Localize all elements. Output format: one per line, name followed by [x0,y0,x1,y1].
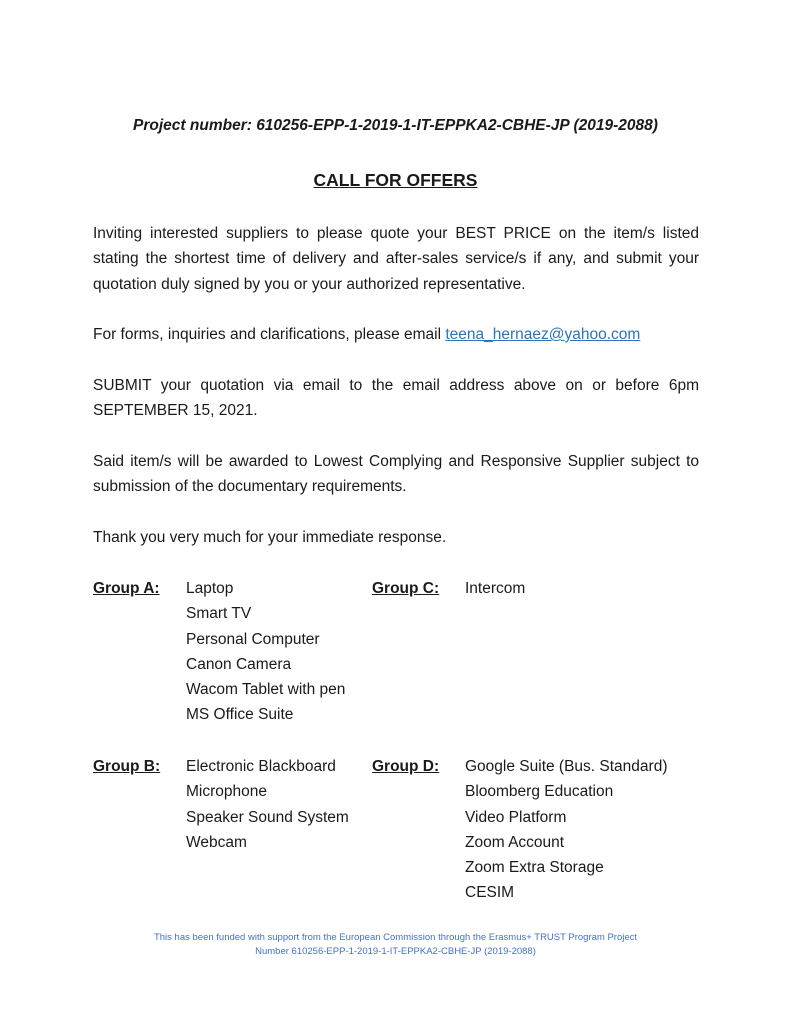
submission-paragraph: SUBMIT your quotation via email to the email address above on or before 6pm SEPTEMBER 15, 2021. [93,377,699,420]
list-item: Zoom Account [465,833,565,851]
list-item: Google Suite (Bus. Standard) [465,758,668,775]
thanks-paragraph: Thank you very much for your immediate response. [93,529,447,546]
list-item: Intercom [465,580,526,597]
group-c-label: Group C: [372,580,440,597]
group-c-list [465,576,525,601]
list-item: Laptop [186,580,234,597]
footer-line: This has been funded with support from the European Commission through the Erasmus+ TRUST Program Project [153,932,638,943]
award-paragraph: Said item/s will be awarded to Lowest Complying and Responsive Supplier subject to submission of the documentary requirements. [93,453,699,496]
list-item: Webcam [186,833,247,851]
project-number: Project number: 610256-EPP-1-2019-1-IT-EPPKA2-CBHE-JP (2019-2088) [133,117,658,134]
list-item: MS Office Suite [186,706,294,724]
list-item: Smart TV [186,605,252,623]
group-a-label: Group A: [93,580,160,597]
footer-line: Number 610256-EPP-1-2019-1-IT-EPPKA2-CBHE-JP (2019-2088) [255,946,536,957]
list-item: Personal Computer [186,630,320,648]
list-item: Electronic Blackboard [186,758,336,775]
list-item: Canon Camera [186,655,292,673]
group-b-label: Group B: [93,758,161,775]
group-d-list [465,754,667,906]
list-item: Speaker Sound System [186,808,349,826]
funding-footer [0,931,791,959]
list-item: Wacom Tablet with pen [186,681,346,699]
list-item: Zoom Extra Storage [465,859,604,877]
contact-text: For forms, inquiries and clarifications, please email [93,326,446,343]
list-item: Microphone [186,783,267,801]
list-item: Video Platform [465,808,567,826]
group-d-label: Group D: [372,758,440,775]
page-title: CALL FOR OFFERS [313,170,478,190]
list-item: CESIM [465,884,515,902]
email-link[interactable]: teena_hernaez@yahoo.com [445,326,641,343]
group-a-list [186,576,345,728]
contact-paragraph [93,322,699,347]
intro-paragraph: Inviting interested suppliers to please quote your BEST PRICE on the item/s listed stating the shortest time of delivery and after-sales service/s if any, and submit your quotation duly signed by you or your authorized representative. [93,225,699,293]
group-b-list [186,754,349,855]
list-item: Bloomberg Education [465,783,614,801]
